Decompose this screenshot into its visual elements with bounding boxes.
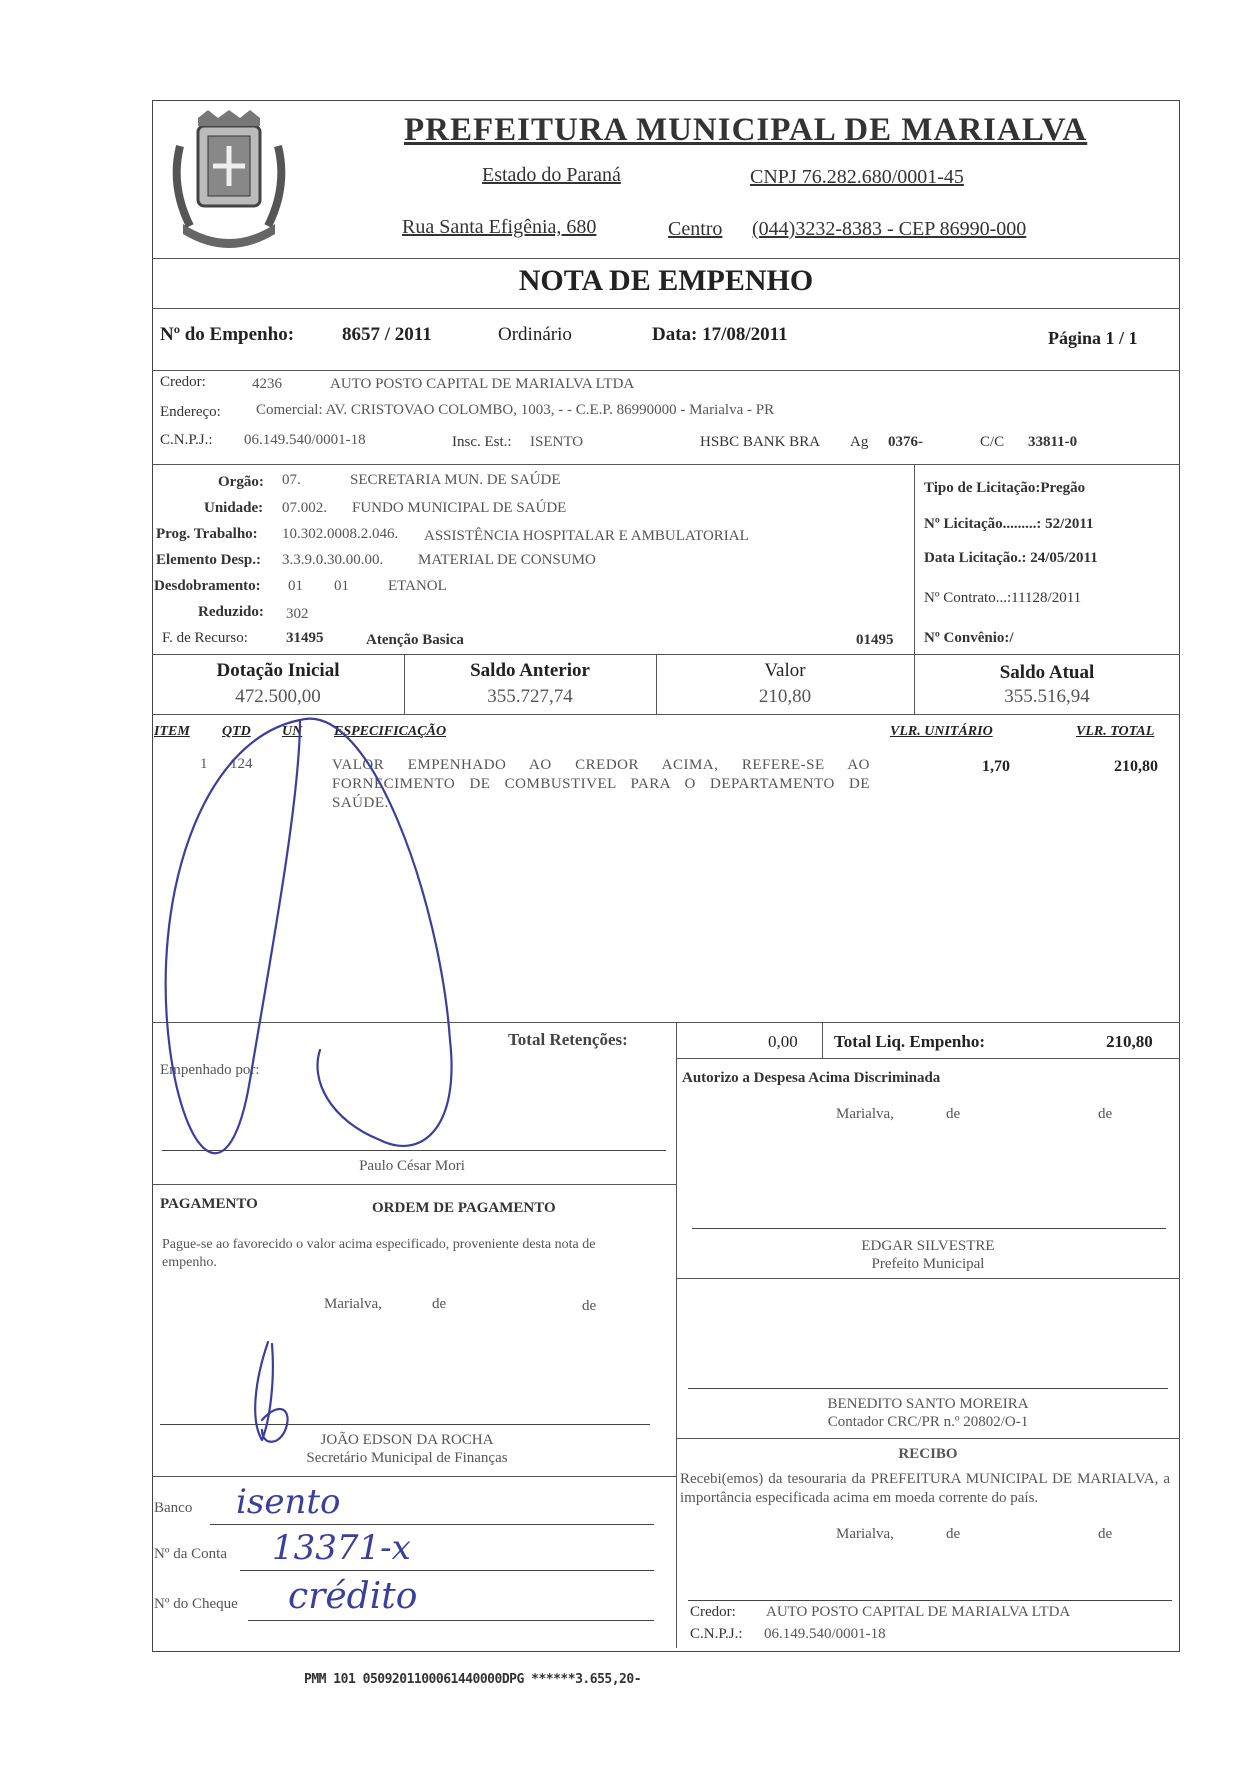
secretario-role: Secretário Municipal de Finanças <box>306 1450 508 1466</box>
bank-name: HSBC BANK BRA <box>700 434 821 450</box>
insc-value: ISENTO <box>530 434 584 450</box>
header-phone-cep: (044)3232-8383 - CEP 86990-000 <box>752 218 1027 240</box>
endereco-label: Endereço: <box>160 404 221 420</box>
fonte-code: 31495 <box>286 630 324 646</box>
col-vlr-unitario: VLR. UNITÁRIO <box>890 724 993 739</box>
pagamento-label: PAGAMENTO <box>160 1196 258 1212</box>
conta-label: Nº da Conta <box>154 1546 227 1562</box>
empenho-page: Página 1 / 1 <box>1048 328 1138 348</box>
cnpj-value: 06.149.540/0001-18 <box>244 432 366 448</box>
desdobramento-b: 01 <box>334 578 349 594</box>
unidade-name: FUNDO MUNICIPAL DE SAÚDE <box>352 500 567 516</box>
empenho-label: Nº do Empenho: <box>160 324 295 345</box>
saldo-atual-value: 355.516,94 <box>1004 686 1090 707</box>
reduzido-value: 302 <box>286 606 309 622</box>
cheque-label: Nº do Cheque <box>154 1596 238 1612</box>
elemento-name: MATERIAL DE CONSUMO <box>418 552 596 568</box>
col-especificacao: ESPECIFICAÇÃO <box>334 724 447 739</box>
prog-code: 10.302.0008.2.046. <box>282 526 399 542</box>
empenhado-label: Empenhado por: <box>160 1062 260 1078</box>
document-title: NOTA DE EMPENHO <box>518 264 814 297</box>
desdobramento-a: 01 <box>288 578 303 594</box>
pagamento-de1: de <box>432 1296 447 1312</box>
signature-finance <box>255 1342 287 1442</box>
recibo-de1: de <box>946 1526 961 1542</box>
header-cnpj: CNPJ 76.282.680/0001-45 <box>750 166 964 188</box>
contador-role: Contador CRC/PR n.º 20802/O-1 <box>827 1414 1029 1430</box>
secretario-name: JOÃO EDSON DA ROCHA <box>320 1432 494 1448</box>
autorizo-label: Autorizo a Despesa Acima Discriminada <box>682 1070 941 1086</box>
recibo-title: RECIBO <box>898 1446 958 1462</box>
liquido-label: Total Liq. Empenho: <box>834 1032 985 1051</box>
elemento-label: Elemento Desp.: <box>156 552 261 568</box>
ag-label: Ag <box>850 434 869 450</box>
retencoes-value: 0,00 <box>768 1032 798 1051</box>
recibo-de2: de <box>1098 1526 1113 1542</box>
credor-name: AUTO POSTO CAPITAL DE MARIALVA LTDA <box>330 376 635 392</box>
item-qtd: 124 <box>230 756 253 772</box>
banco-handwritten: isento <box>236 1482 341 1522</box>
item-vlr-unitario: 1,70 <box>982 758 1010 775</box>
ag-value: 0376- <box>888 434 923 450</box>
autorizo-de2: de <box>1098 1106 1113 1122</box>
endereco-value: Comercial: AV. CRISTOVAO COLOMBO, 1003, - - C.E.P. 86990000 - Marialva - PR <box>256 402 775 418</box>
col-vlr-total: VLR. TOTAL <box>1076 724 1155 739</box>
header-title: PREFEITURA MUNICIPAL DE MARIALVA <box>404 112 1088 148</box>
data-licitacao: Data Licitação.: 24/05/2011 <box>924 550 1098 566</box>
numero-convenio: Nº Convênio:/ <box>924 630 1014 646</box>
autorizo-place: Marialva, <box>836 1106 894 1122</box>
recibo-text: Recebi(emos) da tesouraria da PREFEITURA MUNICIPAL DE MARIALVA, a importância especificada acima em moeda corrente do país. <box>680 1471 1170 1506</box>
orgao-name: SECRETARIA MUN. DE SAÚDE <box>350 472 561 488</box>
dotacao-value: 472.500,00 <box>235 686 321 707</box>
insc-label: Insc. Est.: <box>452 434 512 450</box>
header-state: Estado do Paraná <box>482 164 621 186</box>
credor-code: 4236 <box>252 376 282 392</box>
orgao-label: Orgão: <box>218 474 264 490</box>
unidade-code: 07.002. <box>282 500 327 516</box>
recibo-place: Marialva, <box>836 1526 894 1542</box>
dotacao-label: Dotação Inicial <box>216 660 340 681</box>
saldo-atual-label: Saldo Atual <box>999 662 1095 683</box>
signature-loop-left <box>166 720 303 1153</box>
tipo-licitacao: Tipo de Licitação:Pregão <box>924 480 1086 496</box>
cc-label: C/C <box>980 434 1005 450</box>
col-un: UN <box>282 724 303 739</box>
saldo-anterior-label: Saldo Anterior <box>470 660 590 681</box>
recibo-cnpj-label: C.N.P.J.: <box>690 1626 743 1642</box>
pagamento-text: Pague-se ao favorecido o valor acima especificado, proveniente desta nota de empenho. <box>162 1237 596 1270</box>
valor-label: Valor <box>764 660 806 681</box>
cnpj-label: C.N.P.J.: <box>160 432 213 448</box>
fonte-name: Atenção Basica <box>366 632 464 648</box>
empenho-type: Ordinário <box>498 324 572 345</box>
item-especificacao: VALOR EMPENHADO AO CREDOR ACIMA, REFERE-SE AO FORNECIMENTO DE COMBUSTIVEL PARA O DEPARTAMENTO DE SAÚDE. <box>332 757 870 811</box>
prog-label: Prog. Trabalho: <box>156 526 258 542</box>
valor-value: 210,80 <box>758 686 812 707</box>
col-qtd: QTD <box>222 724 251 739</box>
liquido-value: 210,80 <box>1106 1032 1153 1051</box>
conta-handwritten: 13371-x <box>272 1528 411 1568</box>
recibo-credor-label: Credor: <box>690 1604 736 1620</box>
cc-value: 33811-0 <box>1028 434 1078 450</box>
credor-label: Credor: <box>160 374 206 390</box>
item-vlr-total: 210,80 <box>1114 758 1158 775</box>
contador-name: BENEDITO SANTO MOREIRA <box>827 1396 1029 1412</box>
reduzido-label: Reduzido: <box>198 604 264 620</box>
orgao-code: 07. <box>282 472 301 488</box>
recibo-cnpj: 06.149.540/0001-18 <box>764 1626 886 1642</box>
signature-loop-right <box>300 719 452 1146</box>
saldo-anterior-value: 355.727,74 <box>487 686 573 707</box>
retencoes-label: Total Retenções: <box>508 1030 628 1049</box>
empenho-date: Data: 17/08/2011 <box>652 324 788 345</box>
prefeito-role: Prefeito Municipal <box>871 1256 985 1272</box>
item-number: 1 <box>200 756 208 772</box>
empenho-number: 8657 / 2011 <box>342 324 432 345</box>
footer-code: PMM 101 0509201100061440000DPG ******3.655,20- <box>304 1672 642 1687</box>
pagamento-de2: de <box>582 1298 597 1314</box>
desdobramento-label: Desdobramento: <box>154 578 261 594</box>
elemento-code: 3.3.9.0.30.00.00. <box>282 552 384 568</box>
empenhado-name: Paulo César Mori <box>359 1158 465 1174</box>
numero-licitacao: Nº Licitação.........: 52/2011 <box>924 516 1094 532</box>
fonte-label: F. de Recurso: <box>162 630 248 646</box>
recibo-credor: AUTO POSTO CAPITAL DE MARIALVA LTDA <box>766 1604 1071 1620</box>
cheque-handwritten: crédito <box>288 1576 418 1617</box>
desdobramento-name: ETANOL <box>388 578 447 594</box>
numero-contrato: Nº Contrato...:11128/2011 <box>924 590 1082 606</box>
ordem-pagamento-title: ORDEM DE PAGAMENTO <box>372 1200 556 1216</box>
autorizo-de1: de <box>946 1106 961 1122</box>
pagamento-place: Marialva, <box>324 1296 382 1312</box>
unidade-label: Unidade: <box>204 500 264 516</box>
prefeito-name: EDGAR SILVESTRE <box>861 1238 995 1254</box>
header-address: Rua Santa Efigênia, 680 <box>402 216 597 238</box>
prog-name: ASSISTÊNCIA HOSPITALAR E AMBULATORIAL <box>424 528 749 544</box>
header-district: Centro <box>668 218 723 240</box>
col-item: ITEM <box>154 724 190 739</box>
banco-label: Banco <box>154 1500 193 1516</box>
fonte-number: 01495 <box>856 632 894 648</box>
